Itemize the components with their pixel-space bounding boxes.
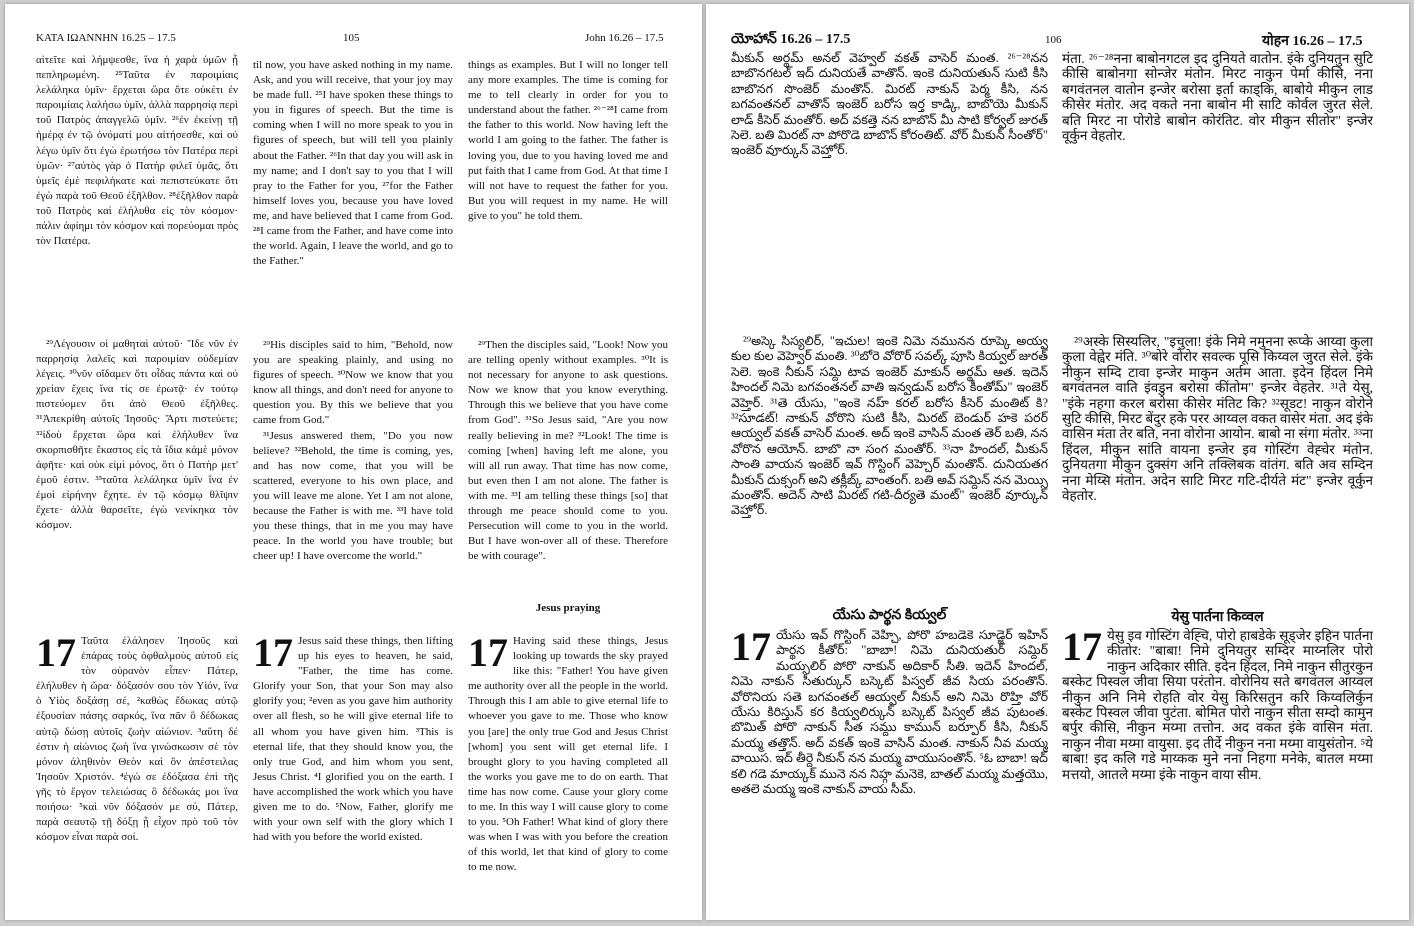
telugu-block-1: [731, 51, 1048, 191]
english-text: ²⁹His disciples said to him, "Behold, now you are speaking plainly, and using no figures of speech. ³⁰Now we know that you know all things, and don't need for anyone to question you. By this we believe that you came from God.": [253, 339, 453, 427]
greek-block-1: [36, 53, 238, 336]
devanagari-block-2: [1062, 334, 1373, 579]
english-text: ²⁹Then the disciples said, "Look! Now you are telling openly without examples. ³⁰It is not necessary for anyone to ask questions. Now we know that you know everything. Through this we believe that you have come from God". ³¹So Jesus said, "Are you now really believing in me? ³²Look! The time is coming [when] having left me alone, you will all run away. That time has now come, but even then I am not alone. The father is with me. ³³I am telling these things [so] that through me peace should come to you. Persecution will come to you in the world. But I have won-over all of these. Therefore be with courage".: [468, 339, 668, 563]
english-text: things as examples. But I will no longer tell any more examples. The time is coming for me to tell clearly in order for you to understand about the father. ²⁶⁻²⁸I came from the father to this world. Now having left the world I am going to the father. The father is loving you, due to you having loved me and put faith that I came from God. At that time I will not have to request the father for you. But you will request in my name. He will give to you" he told them.: [468, 59, 668, 222]
english-a-block-2: [253, 338, 453, 600]
english-a-block-1: [253, 58, 453, 308]
telugu-block-2: [731, 334, 1048, 579]
section-heading: Jesus praying: [535, 602, 601, 614]
greek-text: Ταῦτα ἐλάλησεν Ἰησοῦς καὶ ἐπάρας τοὺς ὀφθαλμοὺς αὐτοῦ εἰς τὸν οὐρανὸν εἶπεν· Πάτερ, ἐλήλυθεν ἡ ὥρα· δόξασόν σου τὸν Υἱόν, ἵνα ὁ Υἱὸς δοξάσῃ σέ, ²καθὼς ἔδωκας αὐτῷ ἐξουσίαν πάσης σαρκός, ἵνα πᾶν ὃ δέδωκας αὐτῷ δώσῃ αὐτοῖς ζωὴν αἰώνιον. ³αὕτη δέ ἐστιν ἡ αἰώνιος ζωὴ ἵνα γινώσκωσιν σὲ τὸν μόνον ἀληθινὸν Θεὸν καὶ ὃν ἀπέστειλας Ἰησοῦν Χριστόν. ⁴ἐγώ σε ἐδόξασα ἐπὶ τῆς γῆς τὸ ἔργον τελειώσας ὃ δέδωκάς μοι ἵνα ποιήσω· ⁵καὶ νῦν δόξασόν με σύ, Πάτερ, παρὰ σεαυτῷ τῇ δόξῃ ᾗ εἶχον πρὸ τοῦ τὸν κόσμον εἶναι παρὰ σοί.: [36, 635, 238, 844]
english-text: Jesus said these things, then lifting up his eyes to heaven, he said, "Father, the time has come. Glorify your Son, that your Son may also glorify you; ²even as you gave him authority over all flesh, so he will give eternal life to all whom you have given him. ³This is eternal life, that they should know you, the only true God, and him whom you sent, Jesus Christ. ⁴I glorified you on the earth. I have accomplished the work which you have given me to do. ⁵Now, Father, glorify me with your own self with the glory which I had with you before the world existed.: [253, 635, 453, 844]
devanagari-text: येसु इव गोस्टिंग वेह्चि, पोरो हाबडेके सूड्जेर इहिन पार्तना कीतोर: "बाबा! निमे दुनियतुर सम्दिर माय्नलिर पोरो नाकुन अदिकार सीति. इदेन हिंदल, निमे नाकुन सीतुरकुन बस्केट पिस्वल जीवा सिया परंतोन. वोरोनिय सते बगवंतल आय्वल नीकुन अनि निमे रोहति वोर येसु किरिसतुन करि किय्वलिर्कुन बस्केट पिस्वल जीवा पुटंता. बोमित पोरो नाकुन सीता सम्दो कामुन बर्पुर कीसि, नीकुन मय्मा तत्तोन. अद वकत इंके वासिन मंता. नाकुन नीवा मय्मा वायुसा. इद तीर्दे नीकुन नना मय्मा वायुसंतोन. ⁵ये बाबा! इद कलि गडे माय्कक मुने नना निहगा मनेके, बातल मय्मा मत्तयो, आतले मय्मा इंके नाकुन वाया सीम.: [1062, 628, 1373, 782]
chapter-number: 17: [253, 634, 293, 675]
page-number: 106: [1045, 34, 1062, 46]
telugu-block-3: [731, 628, 1048, 848]
running-header-devanagari: योहन 16.26 – 17.5: [1262, 34, 1363, 49]
running-header-telugu: యోహాన్ 16.26 – 17.5: [731, 32, 851, 47]
english-a-block-3: [253, 634, 453, 884]
devanagari-block-1: [1062, 51, 1373, 191]
section-heading: येसु पार्तना किव्वल: [1171, 610, 1264, 625]
greek-text: ²⁹Λέγουσιν οἱ μαθηταὶ αὐτοῦ· Ἴδε νῦν ἐν παρρησίᾳ λαλεῖς καὶ παροιμίαν οὐδεμίαν λέγεις. ³⁰νῦν οἴδαμεν ὅτι οἶδας πάντα καὶ οὐ χρείαν ἔχεις ἵνα τίς σε ἐρωτᾷ· ἐν τούτῳ πιστεύομεν ὅτι ἀπὸ Θεοῦ ἐξῆλθες. ³¹Ἀπεκρίθη αὐτοῖς Ἰησοῦς· Ἄρτι πιστεύετε; ³²ἰδοὺ ἔρχεται ὥρα καὶ ἐλήλυθεν ἵνα σκορπισθῆτε ἕκαστος εἰς τὰ ἴδια κἀμὲ μόνον ἀφῆτε· καὶ οὐκ εἰμὶ μόνος, ὅτι ὁ Πατὴρ μετ' ἐμοῦ ἐστιν. ³³ταῦτα λελάληκα ὑμῖν ἵνα ἐν ἐμοὶ εἰρήνην ἔχητε. ἐν τῷ κόσμῳ θλῖψιν ἔχετε· ἀλλὰ θαρσεῖτε, ἐγὼ νενίκηκα τὸν κόσμον.: [36, 338, 238, 532]
devanagari-text: ²⁹अस्के सिस्यलिर, "इचुला! इंके निमे नमुनना रूप्के आय्वा कुला कुला वेह्वेर मंति. ³⁰बोरे वोरोर सवल्क पूसि किय्वल जुरत सेले. इंके नीकुन सम्दि टावा इन्जेर माकुन अर्तम आता. इदेन हिंदल निमे बगवंतनल वाति इंवडुन बरोसा कींतोम" इन्जेर वेहतेर. ³¹ते येसु, "इंके नहगा करल बरोसा कीसेर मंतिट कि? ³²सूडट! नाकुन वोरोने सुटि कीसि, मिरट बेंदुर हके परर आय्वल वकत वासेर मंता. अद इंके वासिन मंता तेर बति, नना वोरोना आयोन. बाबो ना संगा मंतोर. ³³ना हिंदल, मीकुन सांति वायना इन्जेर इव गोस्टिंग वेह्चेर मंतोन. दुनियतगा मीकुन दुक्संग अनि तक्लिबक वांतंग. बति अव सम्दिन नना मेय्सि मंतोन. अदेन साटि मिरट गटि-दीर्यते मंट" इन्जेर वूर्कुन वेहतोर.: [1062, 334, 1373, 504]
devanagari-text: मंता. ²⁶⁻²⁸नना बाबोनगटल इद दुनियते वातोन. इंके दुनियतुन सुटि कीसि बाबोनगा सोन्जेर मंतोन. मिरट नाकुन पेर्मा कीसि, नना बगवंतनल वातोन इन्जेर बरोसा इर्ता काड्कि, बाबोये मीकुन लाड कीसेर मंतोर. अद वकते नना बाबोन मी साटि कोर्वल जुरत सेले. बति मिरट ना पोरोडे बाबोन कोरंतिट. वोर मीकुन सीतोर" इन्जेर वूर्कुन वेहतोर.: [1062, 51, 1373, 144]
english-b-block-2: [468, 338, 668, 600]
english-text: til now, you have asked nothing in my name. Ask, and you will receive, that your joy may be made full. ²⁵I have spoken these things to you in figures of speech. But the time is coming when I will no more speak to you in figures of speech, but will tell you plainly about the Father. ²⁶In that day you will ask in my name; and I don't say to you that I will pray to the Father for you, ²⁷for the Father himself loves you, because you have loved me, and have believed that I came from God. ²⁸I came from the Father, and have come into the world. Again, I leave the world, and go to the Father.": [253, 59, 453, 268]
english-b-block-3: [468, 634, 668, 896]
chapter-number: 17: [1062, 628, 1102, 669]
greek-text: αἰτεῖτε καὶ λήμψεσθε, ἵνα ἡ χαρὰ ὑμῶν ᾖ πεπληρωμένη. ²⁵Ταῦτα ἐν παροιμίαις λελάληκα ὑμῖν· ἔρχεται ὥρα ὅτε οὐκέτι ἐν παροιμίαις λαλήσω ὑμῖν, ἀλλὰ παρρησίᾳ περὶ τοῦ Πατρὸς ἀπαγγελῶ ὑμῖν. ²⁶ἐν ἐκείνῃ τῇ ἡμέρᾳ ἐν τῷ ὀνόματί μου αἰτήσεσθε, καὶ οὐ λέγω ὑμῖν ὅτι ἐγὼ ἐρωτήσω τὸν Πατέρα περὶ ὑμῶν· ²⁷αὐτὸς γὰρ ὁ Πατὴρ φιλεῖ ὑμᾶς, ὅτι ὑμεῖς ἐμὲ πεφιλήκατε καὶ πεπιστεύκατε ὅτι ἐγὼ παρὰ τοῦ Θεοῦ ἐξῆλθον. ²⁸ἐξῆλθον παρὰ τοῦ Πατρὸς καὶ ἐλήλυθα εἰς τὸν κόσμον· πάλιν ἀφίημι τὸν κόσμον καὶ πορεύομαι πρὸς τὸν Πατέρα.: [36, 54, 238, 248]
right-page: [706, 4, 1409, 920]
telugu-text: మీకున్ అర్థమ్ అనల్ వెహ్వల్ వకత్ వాసెర్ మంత. ²⁶⁻²⁸నన బాబొనగటల్ ఇద్ దునియతే వాతొన్. ఇంకె దునియతున్ సుటి కీసి బాబొనగ సొంజెర్ మంతొన్. మిరట్ నాకున్ పెర్మ కీసి, నన బగవంతనల్ వాతొన్ ఇంజెర్ బరోస ఇర్త కాడ్కి, బాబొయె మీకున్ లాడ్ కీసెర్ మంతోర్. అద్ వకత్తె నన బాబొన్ మీ సాటి కోర్వల్ జురత్ సెలె. బతి మిరట్ నా పోరొడె బాబొన్ కోరంతిట్. వోర్ మీకున్ సీంతోర్" ఇంజెర్ వూర్కున్ వెహ్తోర్.: [731, 51, 1048, 158]
english-text: ³¹Jesus answered them, "Do you now believe? ³²Behold, the time is coming, yes, and has now come, that you will be scattered, everyone to his own place, and you will leave me alone. Yet I am not alone, because the Father is with me. ³³I have told you these things, that in me you may have peace. In the world you have trouble; but cheer up! I have overcome the world.": [253, 429, 453, 563]
devanagari-block-3: [1062, 628, 1373, 848]
telugu-text: ²⁹అస్కె సిస్యలిర్, "ఇచుల! ఇంకె నిమె నమునన రూప్కె అయ్వ కుల కుల వెహ్వెర్ మంతి. ³⁰బోరె వోరొర్ సవల్క్ పూసి కియ్వల్ జురత్ సెలె. ఇంకె నీకున్ సమ్ది టావ ఇంజెర్ మాకున్ అర్థమ్ ఆత. ఇదెన్ హిందల్ నిమె బగవంతనల్ వాతి ఇన్వడున్ బరోస కీంతోమ్" ఇంజెర్ వెహ్తెర్. ³¹తె యేసు, "ఇంకె నహ్ కరల్ బరోస కీసెర్ మంతిట్ కి? ³²సూడట్! నాకున్ వోరొని సుటి కీసి, మిరట్ బెండుర్ హకె పరర్ ఆయ్వల్ వకత్ వాసెర్ మంత. అద్ ఇంకె వాసిన్ మంత తెర్ బతి, నన వోరొన ఆయోన్. బాబొ నా సంగ మంతోర్. ³³నా హిందల్, మీకున్ సాంతి వాయన ఇంజెర్ ఇవ్ గొస్టింగ్ వెహ్చెర్ మంతొన్. దునియతగ మీకున్ దుక్సంగ్ అని తక్లీబ్క్ వాంతంగ్. బతి అవ్ సమ్దిన్ నన మెయ్సి మంతొన్. అదెన్ సాటి మిరట్ గటి-దీర్యతె మంట్" ఇంజెర్ వూర్కున్ వెహ్తోర్.: [731, 334, 1048, 518]
chapter-number: 17: [468, 634, 508, 675]
greek-block-2: [36, 337, 238, 587]
section-heading: యేసు పార్థన కియ్వల్: [832, 608, 947, 623]
page-number: 105: [343, 32, 360, 44]
chapter-number: 17: [36, 634, 76, 675]
english-b-block-1: [468, 58, 668, 243]
english-text: Having said these things, Jesus looking up towards the sky prayed like this: "Father! You have given me authority over all the people in the world. Through this I am able to give eternal life to whoever you gave to me. Those who know you [are] the only true God and Jesus Christ [whom] you sent will get eternal life. I brought glory to you having completed all the works you gave me to do on earth. That time has now come. Cause your glory come to me. In this way I will cause glory to come to you. ⁵Oh Father! What kind of glory there was when I was with you before the creation of this world, let that kind of glory to come to me now.: [468, 635, 668, 874]
chapter-number: 17: [731, 628, 771, 669]
running-header-english: John 16.26 – 17.5: [585, 32, 664, 44]
greek-block-3: [36, 634, 238, 896]
telugu-text: యేసు ఇవ్ గొస్టింగ్ వెహ్చి, పోరొ హబడెకె సూడ్జెర్ ఇహిన్ పార్థన కీతోర్: "బాబా! నిమె దునియతుర్ సమ్దిర్ మయ్సలిర్ పోరొ నాకున్ అదికార్ సీతి. ఇదెన్ హిందల్, నిమె నాకున్ సీతుర్కున్ బస్కెట్ పిస్వల్ జీవ సియ పరంతొన్. వోరొనియ సతె బగవంతల్ ఆయ్వల్ నీకున్ అని నిమె రొహ్తి వోర్ యేసు కిరిస్తున్ కర కియ్వలిర్కున్ బస్కెట్ పిస్వల్ జీవ పుటంత. బొమిత్ పోరొ నాకున్ సీత సమ్దు కామున్ బర్పూర్ కీసి, నీకున్ మయ్మ తత్తొన్. అద్ వకత్ ఇంకె వాసిన్ మంత. నాకున్ నీవ మయ్మ వాయిస. ఇద్ తీర్దె నీకున్ నన మయ్మ వాయుసంతొన్. ⁵ఓ బాబా! ఇద్ కలి గడె మాయ్కక్ మునె నన నిహ్గ మనెకె, బాతల్ మయ్మ మత్తయొ, అతలె మయ్మ ఇంకె నాకున్ వాయ సీమ్.: [731, 628, 1048, 797]
running-header-greek: ΚΑΤΑ ΙΩΑΝΝΗΝ 16.25 – 17.5: [36, 32, 176, 44]
left-page: [5, 4, 702, 920]
